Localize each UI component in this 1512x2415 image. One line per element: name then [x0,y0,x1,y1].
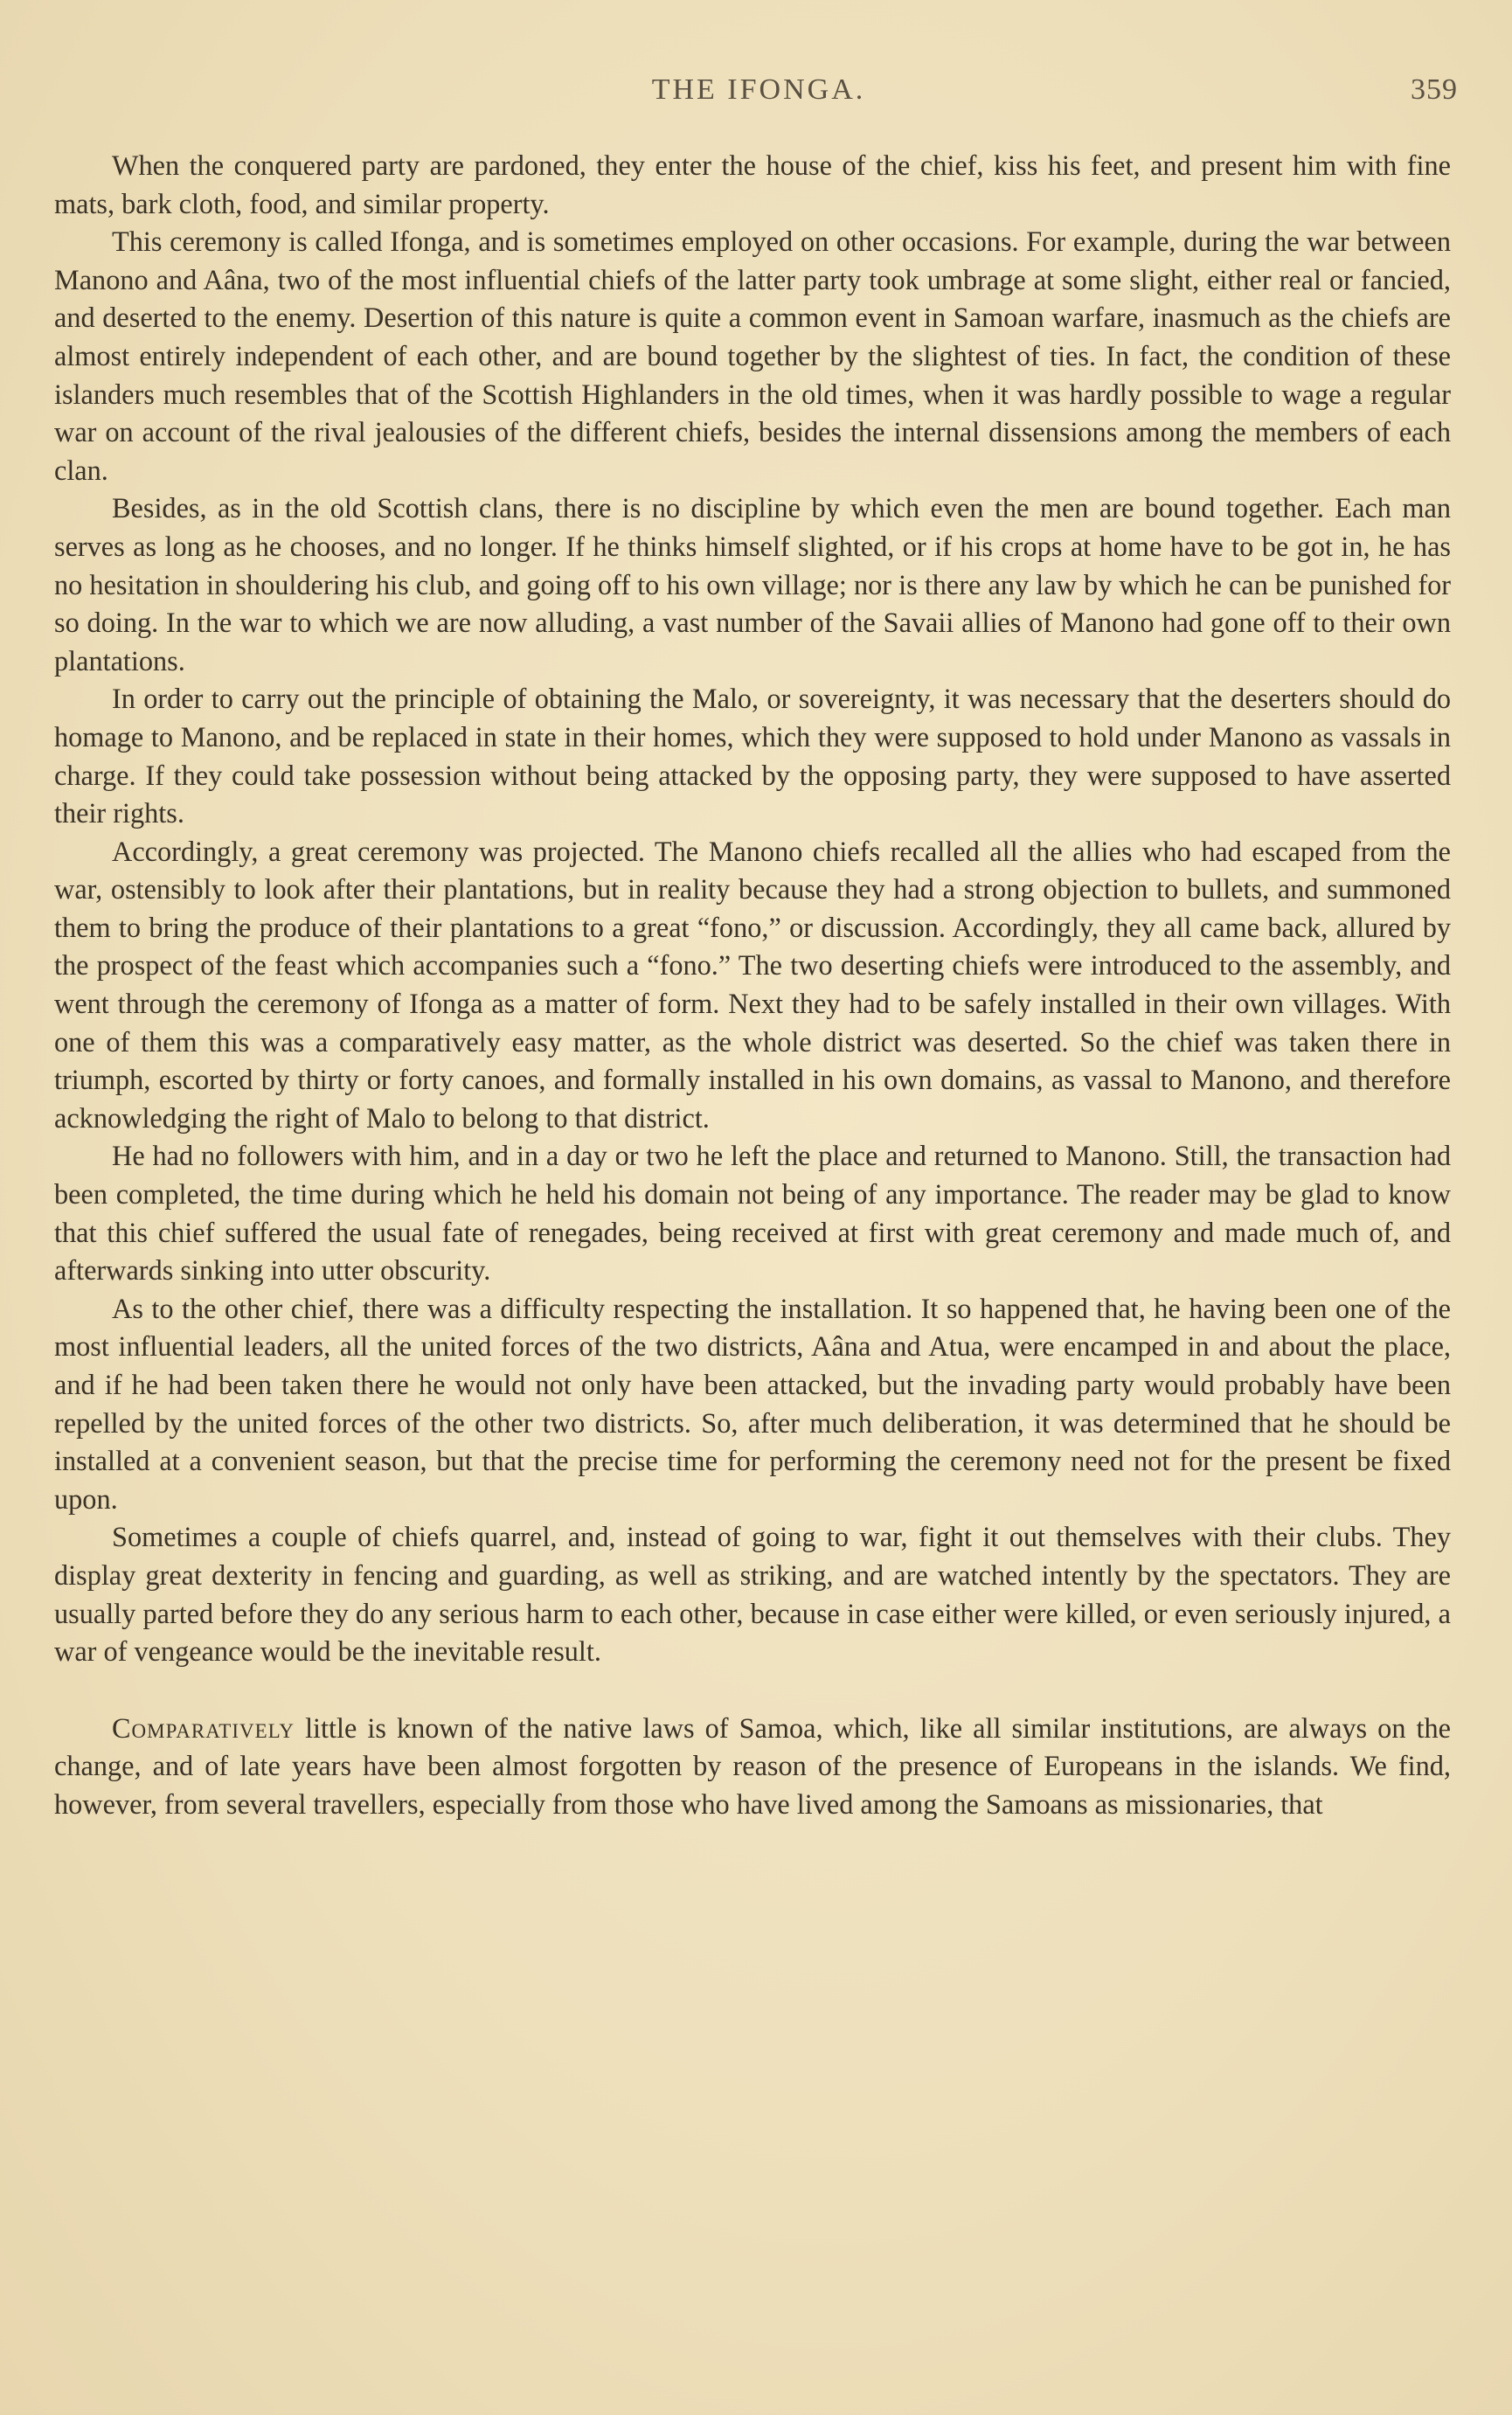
paragraph-3: Besides, as in the old Scottish clans, there is no discipline by which even the men are bound together. Each man serves as long as he chooses, and no longer. If he thinks himself slighted, or if his crops at home have to be got in, he has no hesitation in shouldering his club, and going off to his own village; nor is there any law by which he can be punished for so doing. In the war to which we are now alluding, a vast number of the Savaii allies of Manono had gone off to their own plantations. [54,492,1451,677]
page-number: 359 [1411,73,1458,106]
paragraph-8: Sometimes a couple of chiefs quarrel, and, instead of going to war, fight it out themselves with their clubs. They display great dexterity in fencing and guarding, as well as striking, and are watched intently by the spectators. They are usually parted before they do any serious harm to each other, because in case either were killed, or even seriously injured, a war of vengeance would be the inevitable result. [54,1521,1451,1668]
paragraph-2: This ceremony is called Ifonga, and is sometimes employed on other occasions. For example, during the war between Manono and Aâna, two of the most influential chiefs of the latter party took umbrage at some slight, either real or fancied, and deserted to the enemy. Desertion of this nature is quite a common event in Samoan warfare, inasmuch as the chiefs are almost entirely independent of each other, and are bound together by the slightest of ties. In fact, the condition of these islanders much resembles that of the Scottish Highlanders in the old times, when it was hardly possible to wage a regular war on account of the rival jealousies of the different chiefs, besides the internal dissensions among the members of each clan. [54,226,1451,486]
paragraph-4: In order to carry out the principle of obtaining the Malo, or sovereignty, it was necessary that the deserters should do homage to Manono, and be replaced in state in their homes, which they were supposed to hold under Manono as vassals in charge. If they could take possession without being attacked by the opposing party, they were supposed to have asserted their rights. [54,683,1451,829]
body-text [54,147,1451,1824]
paragraph-6: He had no followers with him, and in a day or two he left the place and returned to Manono. Still, the transaction had been completed, the time during which he held his domain not being of any importance. The reader may be glad to know that this chief suffered the usual fate of renegades, being received at first with great ceremony and made much of, and afterwards sinking into utter obscurity. [54,1140,1451,1287]
running-head [54,73,1463,126]
paragraph-5: Accordingly, a great ceremony was projected. The Manono chiefs recalled all the allies who had escaped from the war, ostensibly to look after their plantations, but in reality because they had a strong objection to bullets, and summoned them to bring the produce of their plantations to a great “fono,” or discussion. Accordingly, they all came back, allured by the prospect of the feast which accompanies such a “fono.” The two deserting chiefs were introduced to the assembly, and went through the ceremony of Ifonga as a matter of form. Next they had to be safely installed in their own villages. With one of them this was a comparatively easy matter, as the whole district was deserted. So the chief was taken there in triumph, escorted by thirty or forty canoes, and formally installed in his own domains, as vassal to Manono, and therefore acknowledging the right of Malo to belong to that district. [54,835,1451,1134]
page-title: THE IFONGA. [651,73,866,106]
section-gap [54,1671,1451,1710]
paragraph-9 [54,1710,1451,1824]
paragraph-1: When the conquered party are pardoned, they enter the house of the chief, kiss his feet, and present him with fine mats, bark cloth, food, and similar property. [54,149,1451,219]
paragraph-9-text: little is known of the native laws of Samoa, which, like all similar institutions, are always on the change, and of late years have been almost forgotten by reason of the presence of Europeans in the islands. We find, however, from several travellers, especially from those who have lived among the Samoans as missionaries, that [54,1711,1451,1820]
paragraph-7: As to the other chief, there was a difficulty respecting the installation. It so happened that, he having been one of the most influential leaders, all the united forces of the two districts, Aâna and Atua, were encamped in and about the place, and if he had been taken there he would not only have been attacked, but the invading party would probably have been repelled by the united forces of the other two districts. So, after much deliberation, it was determined that he should be installed at a convenient season, but that the precise time for performing the ceremony need not for the present be fixed upon. [54,1292,1451,1515]
small-caps-lead-word: Comparatively [112,1711,295,1744]
